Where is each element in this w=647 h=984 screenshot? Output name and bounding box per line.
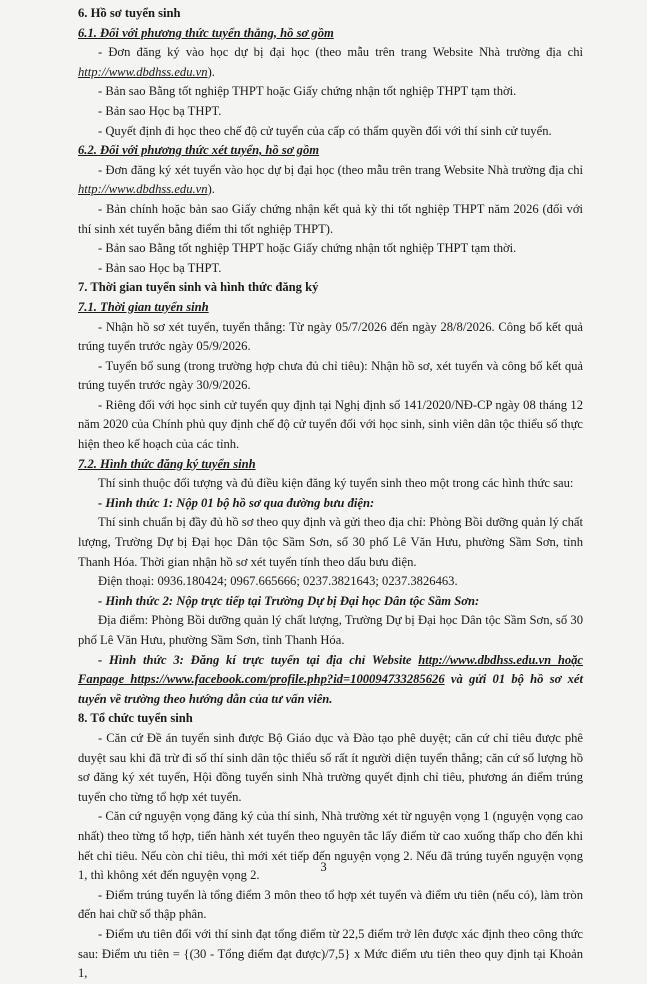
section-6-2-item-3: - Bản sao Bằng tốt nghiệp THPT hoặc Giấy chứng nhận tốt nghiệp THPT tạm thời. — [98, 241, 517, 256]
section-8-title: 8. Tổ chức tuyển sinh — [78, 711, 193, 726]
section-8-paragraph-2: - Căn cứ nguyện vọng đăng ký của thí sinh, Nhà trường xét từ nguyện vọng 1 (nguyện vọng cao nhất) theo từng tổ hợp, tiến hành xét tuyển theo nguyên tắc lấy điểm từ cao xuống thấp cho đến khi hết chỉ tiêu. Nếu còn chỉ tiêu, thì mới xét tiếp đến nguyện vọng 2. Nếu đã trúng tuyển nguyện vọng 1, thì không xét đến nguyện vọng 2. — [78, 809, 583, 883]
section-7-2-intro: Thí sinh thuộc đối tượng và đủ điều kiện đăng ký tuyển sinh theo một trong các hình thức sau: — [98, 476, 574, 491]
section-6-title: 6. Hồ sơ tuyển sinh — [78, 6, 181, 20]
form-3-paragraph: - Hình thức 3: Đăng kí trực tuyến tại địa chỉ Website http://www.dbdhss.edu.vn hoặc Fanpage https://www.facebook.com/profile.php?id=100094733285626 và gửi 01 bộ hồ sơ xét tuyển về trường theo hướng dẫn của tư vấn viên. — [78, 652, 584, 706]
form-1-phone: Điện thoại: 0936.180424; 0967.665666; 0237.3821643; 0237.3826463. — [98, 574, 458, 589]
section-7-1-paragraph-1: - Nhận hồ sơ xét tuyển, tuyển thẳng: Từ ngày 05/7/2026 đến ngày 28/8/2026. Công bố kết quả trúng tuyển trước ngày 05/9/2026. — [78, 319, 583, 354]
form-2-title: - Hình thức 2: Nộp trực tiếp tại Trường Dự bị Đại học Dân tộc Sầm Sơn: — [98, 593, 480, 608]
page-number: 3 — [320, 860, 327, 874]
section-8-paragraph-3: - Điểm trúng tuyển là tổng điểm 3 môn theo tổ hợp xét tuyển và điểm ưu tiên (nếu có), làm tròn đến hai chữ số thập phân. — [78, 887, 583, 922]
section-6-1-item-2: - Bản sao Bằng tốt nghiệp THPT hoặc Giấy chứng nhận tốt nghiệp THPT tạm thời. — [98, 84, 517, 99]
section-6-2-item-4: - Bản sao Học bạ THPT. — [98, 260, 222, 275]
school-website-link[interactable]: http://www.dbdhss.edu.vn — [78, 64, 208, 79]
section-7-1-paragraph-3: - Riêng đối với học sinh cử tuyển quy định tại Nghị định số 141/2020/NĐ-CP ngày 08 tháng 12 năm 2020 của Chính phủ quy định chế độ cử tuyển đối với học sinh, sinh viên dân tộc thiểu số thực hiện theo kế hoạch của các tỉnh. — [78, 397, 583, 452]
section-7-2-title: 7.2. Hình thức đăng ký tuyển sinh — [78, 456, 256, 471]
section-7-title: 7. Thời gian tuyển sinh và hình thức đăng ký — [78, 280, 319, 295]
section-7-1-paragraph-2: - Tuyển bổ sung (trong trường hợp chưa đủ chỉ tiêu): Nhận hồ sơ, xét tuyển và công bố kết quả trúng tuyển trước ngày 30/9/2026. — [78, 358, 583, 393]
section-8-paragraph-4: - Điểm ưu tiên đối với thí sinh đạt tổng điểm từ 22,5 điểm trở lên được xác định theo công thức sau: Điểm ưu tiên = {(30 - Tổng điểm đạt được)/7,5} x Mức điểm ưu tiên theo quy định tại Khoản 1, — [78, 926, 583, 981]
online-registration-link[interactable]: http://www.dbdhss.edu.vn hoặc Fanpage https://www.facebook.com/profile.php?id=100094733285626 — [78, 652, 584, 687]
section-6-2-title: 6.2. Đối với phương thức xét tuyển, hồ sơ gồm — [78, 143, 320, 158]
section-6-1-item-1: - Đơn đăng ký vào học dự bị đại học (theo mẫu trên trang Website Nhà trường địa chỉ http://www.dbdhss.edu.vn). — [78, 45, 583, 79]
school-website-link-2[interactable]: http://www.dbdhss.edu.vn — [78, 182, 208, 197]
section-6-1-title: 6.1. Đối với phương thức tuyển thẳng, hồ sơ gồm — [78, 25, 334, 40]
section-6-2-item-2: - Bản chính hoặc bản sao Giấy chứng nhận kết quả kỳ thi tốt nghiệp THPT năm 2026 (đối với thí sinh xét tuyển bằng điểm thi tốt nghiệp THPT). — [78, 201, 583, 236]
section-8-paragraph-1: - Căn cứ Đề án tuyển sinh được Bộ Giáo dục và Đào tạo phê duyệt; căn cứ chỉ tiêu được phê duyệt sau khi đã trừ đi số thí sinh dân tộc thiểu số rất ít người diện tuyển thẳng; căn cứ số lượng hồ sơ đăng ký xét tuyển, Hội đồng tuyển sinh Nhà trường quyết định chỉ tiêu, phương án điểm trúng tuyển cho từng tổ hợp xét tuyển. — [78, 730, 583, 804]
section-6-1-item-4: - Quyết định đi học theo chế độ cử tuyển của cấp có thẩm quyền đối với thí sinh cử tuyển. — [98, 123, 552, 138]
form-1-body: Thí sinh chuẩn bị đầy đủ hồ sơ theo quy định và gửi theo địa chỉ: Phòng Bồi dưỡng quản lý chất lượng, Trường Dự bị Đại học Dân tộc Sầm Sơn, số 30 phố Lê Văn Hưu, phường Sầm Sơn, tỉnh Thanh Hóa. Thời gian nhận hồ sơ xét tuyển tính theo dấu bưu điện. — [78, 515, 583, 569]
section-6-1-item-3: - Bản sao Học bạ THPT. — [98, 103, 222, 118]
form-2-body: Địa điểm: Phòng Bồi dưỡng quản lý chất lượng, Trường Dự bị Đại học Dân tộc Sầm Sơn, số 30 phố Lê Văn Hưu, phường Sầm Sơn, tỉnh Thanh Hóa. — [78, 613, 583, 647]
section-7-1-title: 7.1. Thời gian tuyển sinh — [78, 299, 209, 314]
section-6-2-item-1: - Đơn đăng ký xét tuyển vào học dự bị đại học (theo mẫu trên trang Website Nhà trường địa chỉ http://www.dbdhss.edu.vn). — [78, 162, 583, 197]
form-1-title: - Hình thức 1: Nộp 01 bộ hồ sơ qua đường bưu điện: — [98, 495, 375, 510]
